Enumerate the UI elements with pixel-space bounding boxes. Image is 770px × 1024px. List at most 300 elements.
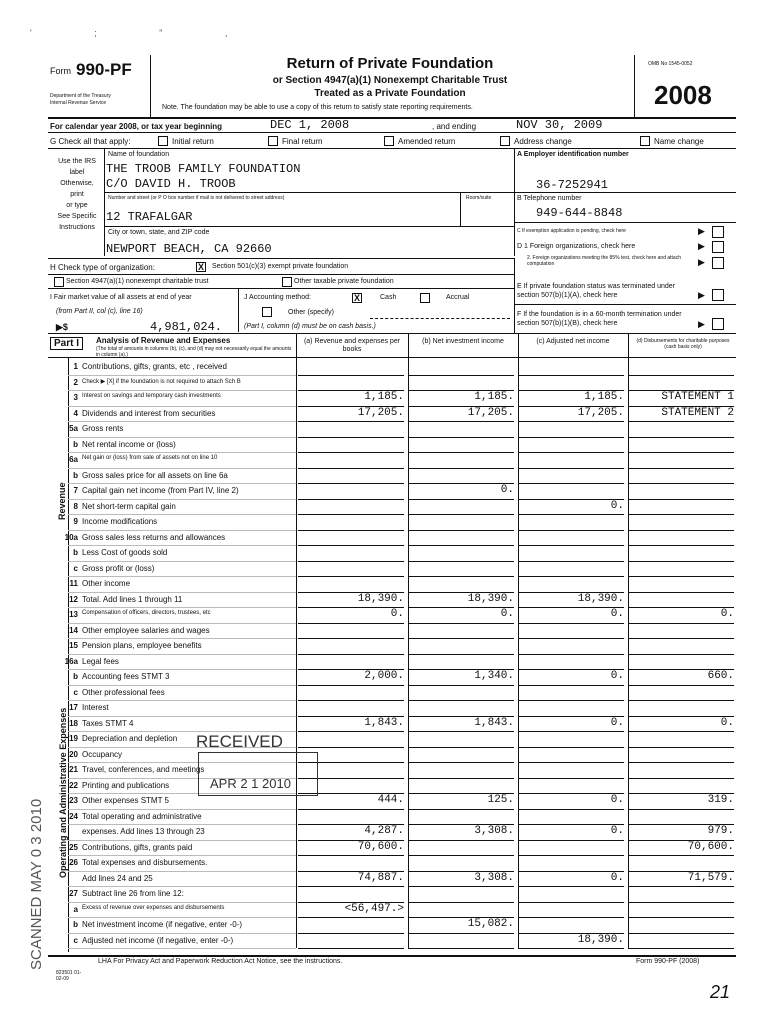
row-label: Net rental income or (loss)	[82, 439, 176, 449]
cell-rule	[408, 700, 514, 701]
cell-col-a: 1,843.	[364, 716, 404, 729]
row-number: 23	[69, 796, 78, 805]
omb-number: OMB No 1545-0052	[648, 61, 693, 67]
cell-col-b: 1,340.	[474, 670, 514, 682]
cell-rule	[518, 700, 624, 701]
row-number: c	[73, 687, 78, 697]
row-rule	[68, 375, 296, 376]
cell-rule	[628, 700, 734, 701]
stamp-frame	[198, 752, 318, 796]
street-address: 12 TRAFALGAR	[106, 210, 193, 224]
org-other-checkbox[interactable]	[282, 277, 292, 287]
row-rule	[68, 452, 296, 453]
foreign-org-checkbox[interactable]	[712, 241, 724, 253]
row-label: Taxes STMT 4	[82, 718, 134, 728]
cell-rule	[408, 561, 514, 562]
row-label: Net short-term capital gain	[82, 501, 176, 511]
status-terminated-checkbox[interactable]	[712, 289, 724, 301]
foreign-85-checkbox[interactable]	[712, 257, 724, 269]
cell-col-a: 18,390.	[357, 592, 404, 605]
cell-col-a: 74,887.	[357, 871, 404, 884]
subtitle-2: Treated as a Private Foundation	[314, 88, 466, 99]
scanned-stamp: SCANNED MAY 0 3 2010	[28, 798, 45, 970]
cell-rule	[408, 933, 514, 934]
row-rule	[68, 561, 296, 562]
row-label: Accounting fees STMT 3	[82, 672, 170, 681]
irs-label: Internal Revenue Service	[50, 100, 107, 106]
row-label: Other income	[82, 579, 131, 588]
cell-rule	[298, 917, 404, 918]
cell-rule	[298, 530, 404, 531]
cell-rule	[518, 809, 624, 810]
cell-rule	[518, 886, 624, 887]
cell-rule	[408, 731, 514, 732]
received-stamp: RECEIVED	[196, 732, 283, 751]
row-number: 26	[69, 858, 78, 867]
cell-rule	[408, 421, 514, 422]
cell-rule	[408, 948, 514, 949]
row-rule	[68, 437, 296, 438]
cell-rule	[298, 499, 404, 500]
row-rule	[68, 406, 296, 407]
row-number: b	[73, 920, 78, 929]
cell-col-c: 0.	[610, 794, 624, 806]
column-divider	[408, 357, 409, 948]
fmv-value: 4,981,024.	[150, 320, 223, 334]
arrow-icon: ▶	[698, 290, 705, 300]
row-label: Contributions, gifts, grants paid	[82, 842, 193, 852]
row-rule	[68, 545, 296, 546]
cell-col-d: 71,579.	[687, 871, 734, 884]
row-number: b	[73, 548, 78, 557]
cell-rule	[518, 716, 624, 717]
cell-col-b: 125.	[487, 794, 514, 806]
termination-60-checkbox[interactable]	[712, 318, 724, 330]
row-number: 17	[69, 703, 78, 712]
row-label: Adjusted net income (if negative, enter -0-)	[82, 935, 234, 945]
cell-rule	[628, 778, 734, 779]
cell-rule	[298, 685, 404, 686]
final-return-checkbox[interactable]	[268, 136, 278, 146]
cell-col-b: 0.	[500, 484, 514, 496]
cell-col-b: 0.	[500, 608, 514, 620]
row-number: 6a	[69, 455, 78, 464]
row-number: 21	[69, 765, 78, 774]
cell-rule	[518, 948, 624, 949]
row-label: Capital gain net income (from Part IV, line 2)	[82, 486, 239, 495]
org-501c3-checkbox[interactable]: X	[197, 262, 204, 272]
row-rule	[68, 499, 296, 500]
cell-rule	[298, 437, 404, 438]
cell-col-c: 0.	[610, 499, 624, 512]
check-all-label: G Check all that apply:	[50, 137, 131, 146]
arrow-icon: ▶	[698, 319, 705, 329]
row-label: Pension plans, employee benefits	[82, 641, 202, 650]
cell-rule	[628, 933, 734, 934]
cell-col-b: 3,308.	[474, 825, 514, 837]
row-number: b	[73, 470, 78, 480]
cell-rule	[298, 855, 404, 856]
row-number: 15	[69, 641, 78, 650]
cell-rule	[408, 576, 514, 577]
accounting-method-label: J Accounting method:	[244, 294, 311, 301]
ein-label: A Employer identification number	[517, 151, 629, 158]
cell-col-b: 1,843.	[474, 716, 514, 729]
cell-rule	[298, 623, 404, 624]
cell-rule	[518, 514, 624, 515]
row-rule	[68, 654, 296, 655]
row-number: 20	[69, 749, 78, 759]
row-label: Interest	[82, 703, 109, 712]
cell-rule	[408, 437, 514, 438]
cell-rule	[518, 499, 624, 500]
cell-rule	[628, 902, 734, 903]
cell-rule	[298, 375, 404, 376]
row-label: Excess of revenue over expenses and disbursements	[82, 904, 225, 911]
cell-rule	[408, 530, 514, 531]
row-number: 27	[69, 889, 78, 898]
cell-rule	[628, 592, 734, 593]
foundation-care-of: C/O DAVID H. TROOB	[106, 177, 236, 191]
final-return-label: Final return	[282, 137, 323, 146]
cell-rule	[408, 840, 514, 841]
cash-checkbox[interactable]: X	[353, 293, 360, 303]
cell-col-a: 70,600.	[357, 840, 404, 853]
cell-rule	[518, 793, 624, 794]
address-change-checkbox[interactable]	[500, 136, 510, 146]
cell-rule	[298, 545, 404, 546]
cell-col-d: 319.	[707, 794, 734, 806]
cell-rule	[518, 762, 624, 763]
cell-rule	[298, 452, 404, 453]
org-other-label: Other taxable private foundation	[294, 278, 394, 285]
cell-rule	[298, 421, 404, 422]
dept-label: Department of the Treasury	[50, 93, 111, 99]
header-note: Note. The foundation may be able to use a copy of this return to satisfy state reporting requirements.	[162, 104, 473, 111]
fmv-sublabel: (from Part II, col (c), line 16)	[56, 308, 143, 315]
amended-return-label: Amended return	[398, 137, 456, 146]
cell-rule	[408, 468, 514, 469]
part-label: Part I	[50, 337, 83, 350]
cell-rule	[518, 669, 624, 670]
row-rule	[68, 948, 296, 949]
address-change-label: Address change	[514, 137, 572, 146]
amended-return-checkbox[interactable]	[384, 136, 394, 146]
cell-rule	[408, 886, 514, 887]
fmv-label: I Fair market value of all assets at end of year	[50, 294, 192, 301]
cell-col-a: 1,185.	[364, 391, 404, 403]
cell-rule	[298, 747, 404, 748]
cell-rule	[628, 716, 734, 717]
cell-rule	[518, 437, 624, 438]
cell-rule	[628, 638, 734, 639]
row-rule	[68, 483, 296, 484]
row-rule	[68, 933, 296, 934]
row-rule	[68, 576, 296, 577]
tax-year: 2008	[654, 80, 712, 110]
cell-rule	[628, 762, 734, 763]
expenses-side-label: Operating and Administrative Expenses	[58, 707, 68, 878]
cell-col-c: 18,390.	[577, 933, 624, 946]
cell-rule	[518, 623, 624, 624]
cell-rule	[298, 514, 404, 515]
org-type-label: H Check type of organization:	[50, 263, 155, 272]
row-number: b	[73, 439, 78, 449]
cell-rule	[298, 886, 404, 887]
exemption-pending-checkbox[interactable]	[712, 226, 724, 238]
row-number: b	[73, 672, 78, 681]
cell-rule	[628, 421, 734, 422]
cell-rule	[518, 840, 624, 841]
termination-60-label: F If the foundation is in a 60-month termination under section 507(b)(1)(B), check here	[517, 311, 682, 327]
part-title: Analysis of Revenue and Expenses	[96, 336, 231, 345]
form-footer: Form 990-PF (2008)	[636, 958, 700, 965]
row-number: 4	[73, 408, 78, 418]
row-number: 11	[69, 579, 78, 588]
row-label: Total operating and administrative	[82, 811, 202, 821]
cell-rule	[628, 747, 734, 748]
col-c-header: (c) Adjusted net income	[536, 338, 610, 345]
page-number: 21	[710, 982, 731, 1002]
cell-rule	[628, 576, 734, 577]
org-4947-checkbox[interactable]	[54, 277, 64, 287]
row-label: Gross sales price for all assets on line 6a	[82, 470, 228, 480]
cell-col-a: 0.	[390, 608, 404, 620]
foundation-name: THE TROOB FAMILY FOUNDATION	[106, 162, 301, 176]
row-rule	[68, 592, 296, 593]
cell-rule	[298, 576, 404, 577]
phone-value: 949-644-8848	[536, 206, 623, 220]
cell-rule	[628, 375, 734, 376]
accrual-label: Accrual	[446, 294, 470, 301]
cell-rule	[408, 902, 514, 903]
other-method-checkbox[interactable]	[262, 307, 272, 317]
cash-label: Cash	[380, 294, 397, 301]
row-label: Compensation of officers, directors, trustees, etc	[82, 610, 211, 616]
accrual-checkbox[interactable]	[420, 293, 430, 303]
cell-rule	[628, 483, 734, 484]
page-title: Return of Private Foundation	[286, 55, 494, 72]
row-number: 12	[69, 594, 78, 604]
row-number: c	[73, 563, 78, 573]
period-end: NOV 30, 2009	[516, 118, 603, 132]
row-label: Add lines 24 and 25	[82, 873, 153, 883]
cell-rule	[298, 638, 404, 639]
name-change-checkbox[interactable]	[640, 136, 650, 146]
cell-rule	[628, 917, 734, 918]
row-rule	[68, 871, 296, 872]
initial-return-checkbox[interactable]	[158, 136, 168, 146]
cell-col-c: 0.	[610, 825, 624, 837]
cell-rule	[628, 545, 734, 546]
row-label: Total expenses and disbursements.	[82, 858, 208, 867]
cell-rule	[628, 452, 734, 453]
row-rule	[68, 468, 296, 469]
cell-rule	[408, 809, 514, 810]
cell-rule	[408, 452, 514, 453]
row-number: 8	[73, 501, 78, 511]
cell-rule	[628, 561, 734, 562]
row-rule	[68, 390, 296, 391]
row-rule	[68, 886, 296, 887]
cell-rule	[298, 468, 404, 469]
lha-notice: LHA For Privacy Act and Paperwork Reduction Act Notice, see the instructions.	[98, 958, 343, 965]
cell-rule	[628, 731, 734, 732]
cell-rule	[628, 530, 734, 531]
row-number: 10a	[64, 532, 78, 542]
name-change-label: Name change	[654, 137, 704, 146]
row-rule	[68, 607, 296, 608]
row-label: Travel, conferences, and meetings	[82, 765, 205, 774]
row-rule	[68, 530, 296, 531]
row-number: 25	[69, 842, 78, 852]
row-label: Net investment income (if negative, enter -0-)	[82, 920, 243, 929]
cell-rule	[408, 654, 514, 655]
cell-rule	[408, 514, 514, 515]
cell-rule	[408, 855, 514, 856]
form-label: Form	[50, 66, 71, 76]
foundation-name-label: Name of foundation	[108, 151, 170, 158]
row-number: 5a	[69, 424, 78, 433]
cell-rule	[518, 375, 624, 376]
row-number: 16a	[64, 656, 78, 666]
row-label: Legal fees	[82, 656, 119, 666]
period-begin: DEC 1, 2008	[270, 118, 350, 132]
status-terminated-label: E If private foundation status was terminated under section 507(b)(1)(A), check here	[517, 283, 675, 299]
part-desc: (The total of amounts in columns (b), (c), and (d) may not necessarily equal the amounts in column (a).)	[96, 346, 292, 358]
arrow-icon: ▶	[698, 257, 705, 267]
cell-rule	[298, 483, 404, 484]
cell-rule	[518, 607, 624, 608]
cell-rule	[518, 452, 624, 453]
row-label: Income modifications	[82, 517, 158, 526]
cell-rule	[298, 654, 404, 655]
cell-rule	[628, 437, 734, 438]
form-number: 990-PF	[76, 60, 132, 79]
cell-col-d: 979.	[707, 825, 734, 837]
cell-col-b: 18,390.	[467, 592, 514, 605]
cell-rule	[628, 855, 734, 856]
street-label: Number and street (or P O box number if mail is not delivered to street address)	[108, 195, 285, 201]
cell-rule	[518, 902, 624, 903]
row-rule	[68, 902, 296, 903]
cell-rule	[518, 545, 624, 546]
cell-rule	[628, 468, 734, 469]
cell-rule	[408, 545, 514, 546]
received-date-stamp: APR 2 1 2010	[210, 776, 291, 791]
row-rule	[68, 716, 296, 717]
row-label: Interest on savings and temporary cash investments	[82, 393, 221, 399]
phone-label: B Telephone number	[517, 195, 582, 202]
cell-col-a: 4,287.	[364, 825, 404, 837]
cell-col-c: 0.	[610, 670, 624, 682]
cell-rule	[628, 499, 734, 500]
cell-rule	[408, 762, 514, 763]
cell-rule	[518, 871, 624, 872]
row-label: expenses. Add lines 13 through 23	[82, 827, 205, 836]
subtitle-1: or Section 4947(a)(1) Nonexempt Charitable Trust	[272, 75, 508, 86]
ein-value: 36-7252941	[536, 178, 609, 192]
row-number: 13	[69, 610, 78, 619]
cell-col-d: STATEMENT 2	[661, 406, 734, 419]
row-number: 14	[69, 625, 78, 635]
cell-rule	[408, 499, 514, 500]
row-label: Subtract line 26 from line 12:	[82, 889, 184, 898]
cell-rule	[298, 948, 404, 949]
cell-rule	[298, 933, 404, 934]
cell-rule	[518, 561, 624, 562]
row-label: Occupancy	[82, 749, 123, 759]
row-number: 18	[69, 718, 78, 728]
cell-col-a: 2,000.	[364, 670, 404, 682]
row-rule	[68, 669, 296, 670]
cell-rule	[298, 731, 404, 732]
foreign-85-label: 2. Foreign organizations meeting the 85% test, check here and attach computation	[527, 255, 681, 267]
row-rule	[68, 685, 296, 686]
row-label: Other professional fees	[82, 687, 165, 697]
cell-rule	[298, 809, 404, 810]
row-rule	[68, 824, 296, 825]
row-rule	[68, 514, 296, 515]
cell-rule	[518, 855, 624, 856]
cell-rule	[518, 747, 624, 748]
cell-rule	[628, 607, 734, 608]
cell-col-c: 0.	[610, 608, 624, 620]
form-code: 823501 01-02-09	[56, 970, 82, 982]
city-label: City or town, state, and ZIP code	[108, 229, 210, 236]
cell-rule	[408, 375, 514, 376]
column-divider	[518, 357, 519, 948]
arrow-icon: ▶	[698, 241, 705, 251]
cell-rule	[408, 607, 514, 608]
row-number: 7	[73, 486, 78, 495]
row-label: Gross profit or (loss)	[82, 563, 155, 573]
row-rule	[68, 700, 296, 701]
cell-col-d: 70,600.	[687, 840, 734, 853]
col-a-header: (a) Revenue and expenses per books	[303, 338, 401, 353]
row-label: Gross sales less returns and allowances	[82, 532, 226, 542]
row-rule	[68, 917, 296, 918]
cell-rule	[408, 747, 514, 748]
row-rule	[68, 623, 296, 624]
row-number: 9	[73, 517, 78, 526]
row-number: c	[73, 935, 78, 945]
row-number: 3	[73, 393, 78, 402]
row-label: Dividends and interest from securities	[82, 408, 216, 418]
other-method-label: Other (specify)	[288, 309, 334, 316]
period-and-ending: , and ending	[432, 122, 477, 131]
cell-rule	[408, 623, 514, 624]
cell-rule	[628, 654, 734, 655]
org-4947-label: Section 4947(a)(1) nonexempt charitable trust	[66, 278, 209, 285]
row-number: 22	[69, 780, 78, 790]
cell-rule	[518, 421, 624, 422]
cell-col-c: 0.	[610, 716, 624, 729]
row-number: 24	[69, 811, 78, 821]
column-divider	[628, 357, 629, 948]
row-number: a	[73, 904, 78, 914]
cell-rule	[518, 576, 624, 577]
cell-col-c: 17,205.	[577, 406, 624, 419]
scan-marks: ' ; " ,	[30, 28, 258, 38]
cell-col-b: 15,082.	[467, 918, 514, 930]
cell-rule	[518, 917, 624, 918]
cell-col-b: 1,185.	[474, 391, 514, 403]
cell-rule	[628, 685, 734, 686]
cell-col-a: <56,497.>	[344, 902, 404, 915]
row-label: Printing and publications	[82, 780, 170, 790]
cell-col-b: 3,308.	[474, 871, 514, 884]
